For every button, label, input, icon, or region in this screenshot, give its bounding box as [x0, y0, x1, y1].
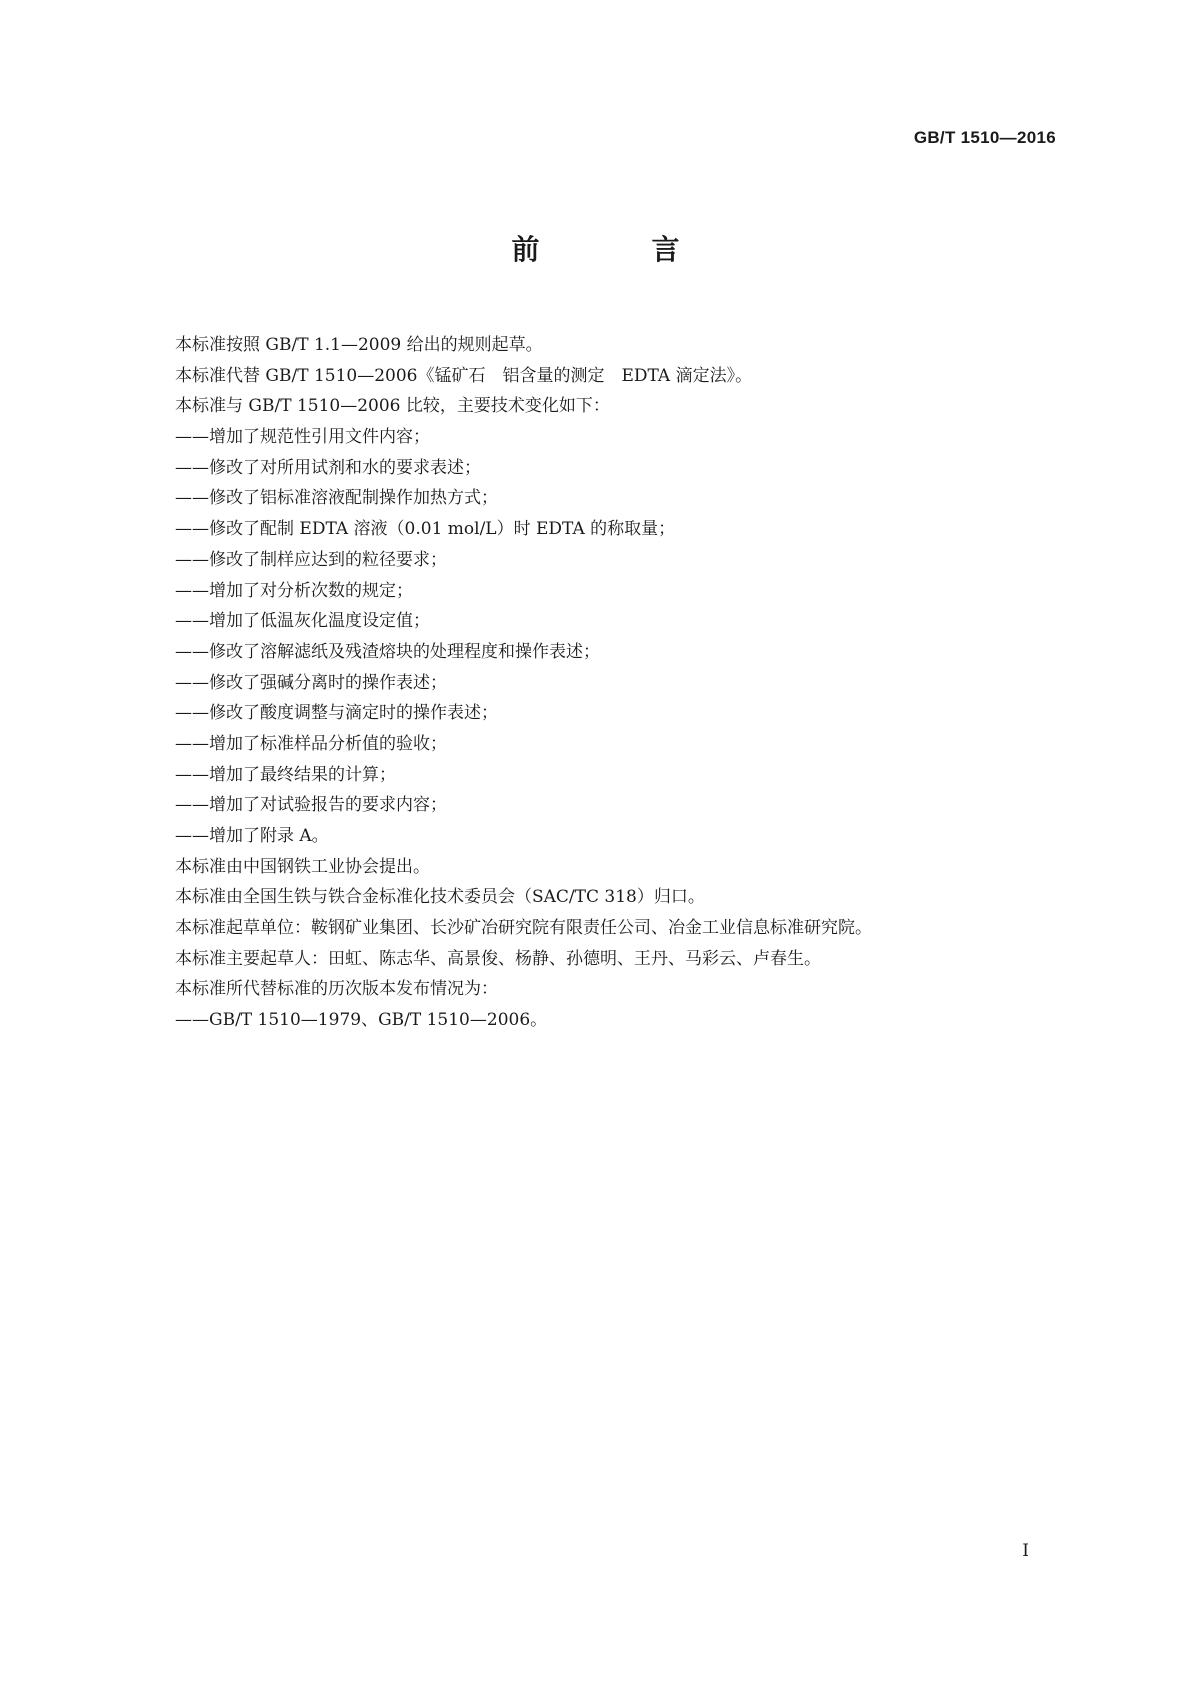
paragraph-centralized-by: 本标准由全国生铁与铁合金标准化技术委员会（SAC/TC 318）归口。 — [175, 887, 705, 908]
list-item: ——增加了最终结果的计算； — [175, 764, 396, 785]
list-item: ——修改了制样应达到的粒径要求； — [175, 549, 447, 570]
list-item: ——增加了规范性引用文件内容； — [175, 427, 430, 448]
list-item: ——修改了对所用试剂和水的要求表述； — [175, 457, 481, 478]
list-item-history: ——GB/T 1510—1979、GB/T 1510—2006。 — [175, 1010, 548, 1031]
foreword-body — [175, 330, 1055, 1036]
list-item: ——增加了对试验报告的要求内容； — [175, 795, 447, 816]
paragraph-changes-intro: 本标准与 GB/T 1510—2006 比较，主要技术变化如下： — [175, 396, 610, 417]
list-item: ——修改了溶解滤纸及残渣熔块的处理程度和操作表述； — [175, 641, 600, 662]
list-item: ——修改了铝标准溶液配制操作加热方式； — [175, 488, 498, 509]
page-title: 前 言 — [511, 233, 722, 266]
list-item: ——修改了强碱分离时的操作表述； — [175, 672, 447, 693]
list-item: ——增加了对分析次数的规定； — [175, 580, 413, 601]
list-item: ——修改了酸度调整与滴定时的操作表述； — [175, 703, 498, 724]
list-item: ——增加了低温灰化温度设定值； — [175, 611, 430, 632]
paragraph-proposed-by: 本标准由中国钢铁工业协会提出。 — [175, 856, 430, 877]
list-item: ——修改了配制 EDTA 溶液（0.01 mol/L）时 EDTA 的称取量； — [175, 519, 676, 540]
paragraph-history-intro: 本标准所代替标准的历次版本发布情况为： — [175, 979, 498, 1000]
paragraph-drafting-rules: 本标准按照 GB/T 1.1—2009 给出的规则起草。 — [175, 335, 543, 355]
document-code: GB/T 1510—2016 — [913, 128, 1056, 147]
paragraph-drafting-units: 本标准起草单位：鞍钢矿业集团、长沙矿冶研究院有限责任公司、冶金工业信息标准研究院。 — [175, 918, 872, 939]
paragraph-replaces: 本标准代替 GB/T 1510—2006《锰矿石 铝含量的测定 EDTA 滴定法》。 — [175, 365, 753, 386]
page-number: I — [1022, 1541, 1029, 1561]
paragraph-drafters: 本标准主要起草人：田虹、陈志华、高景俊、杨静、孙德明、王丹、马彩云、卢春生。 — [175, 948, 821, 969]
list-item: ——增加了附录 A。 — [175, 826, 329, 846]
list-item: ——增加了标准样品分析值的验收； — [175, 733, 447, 754]
